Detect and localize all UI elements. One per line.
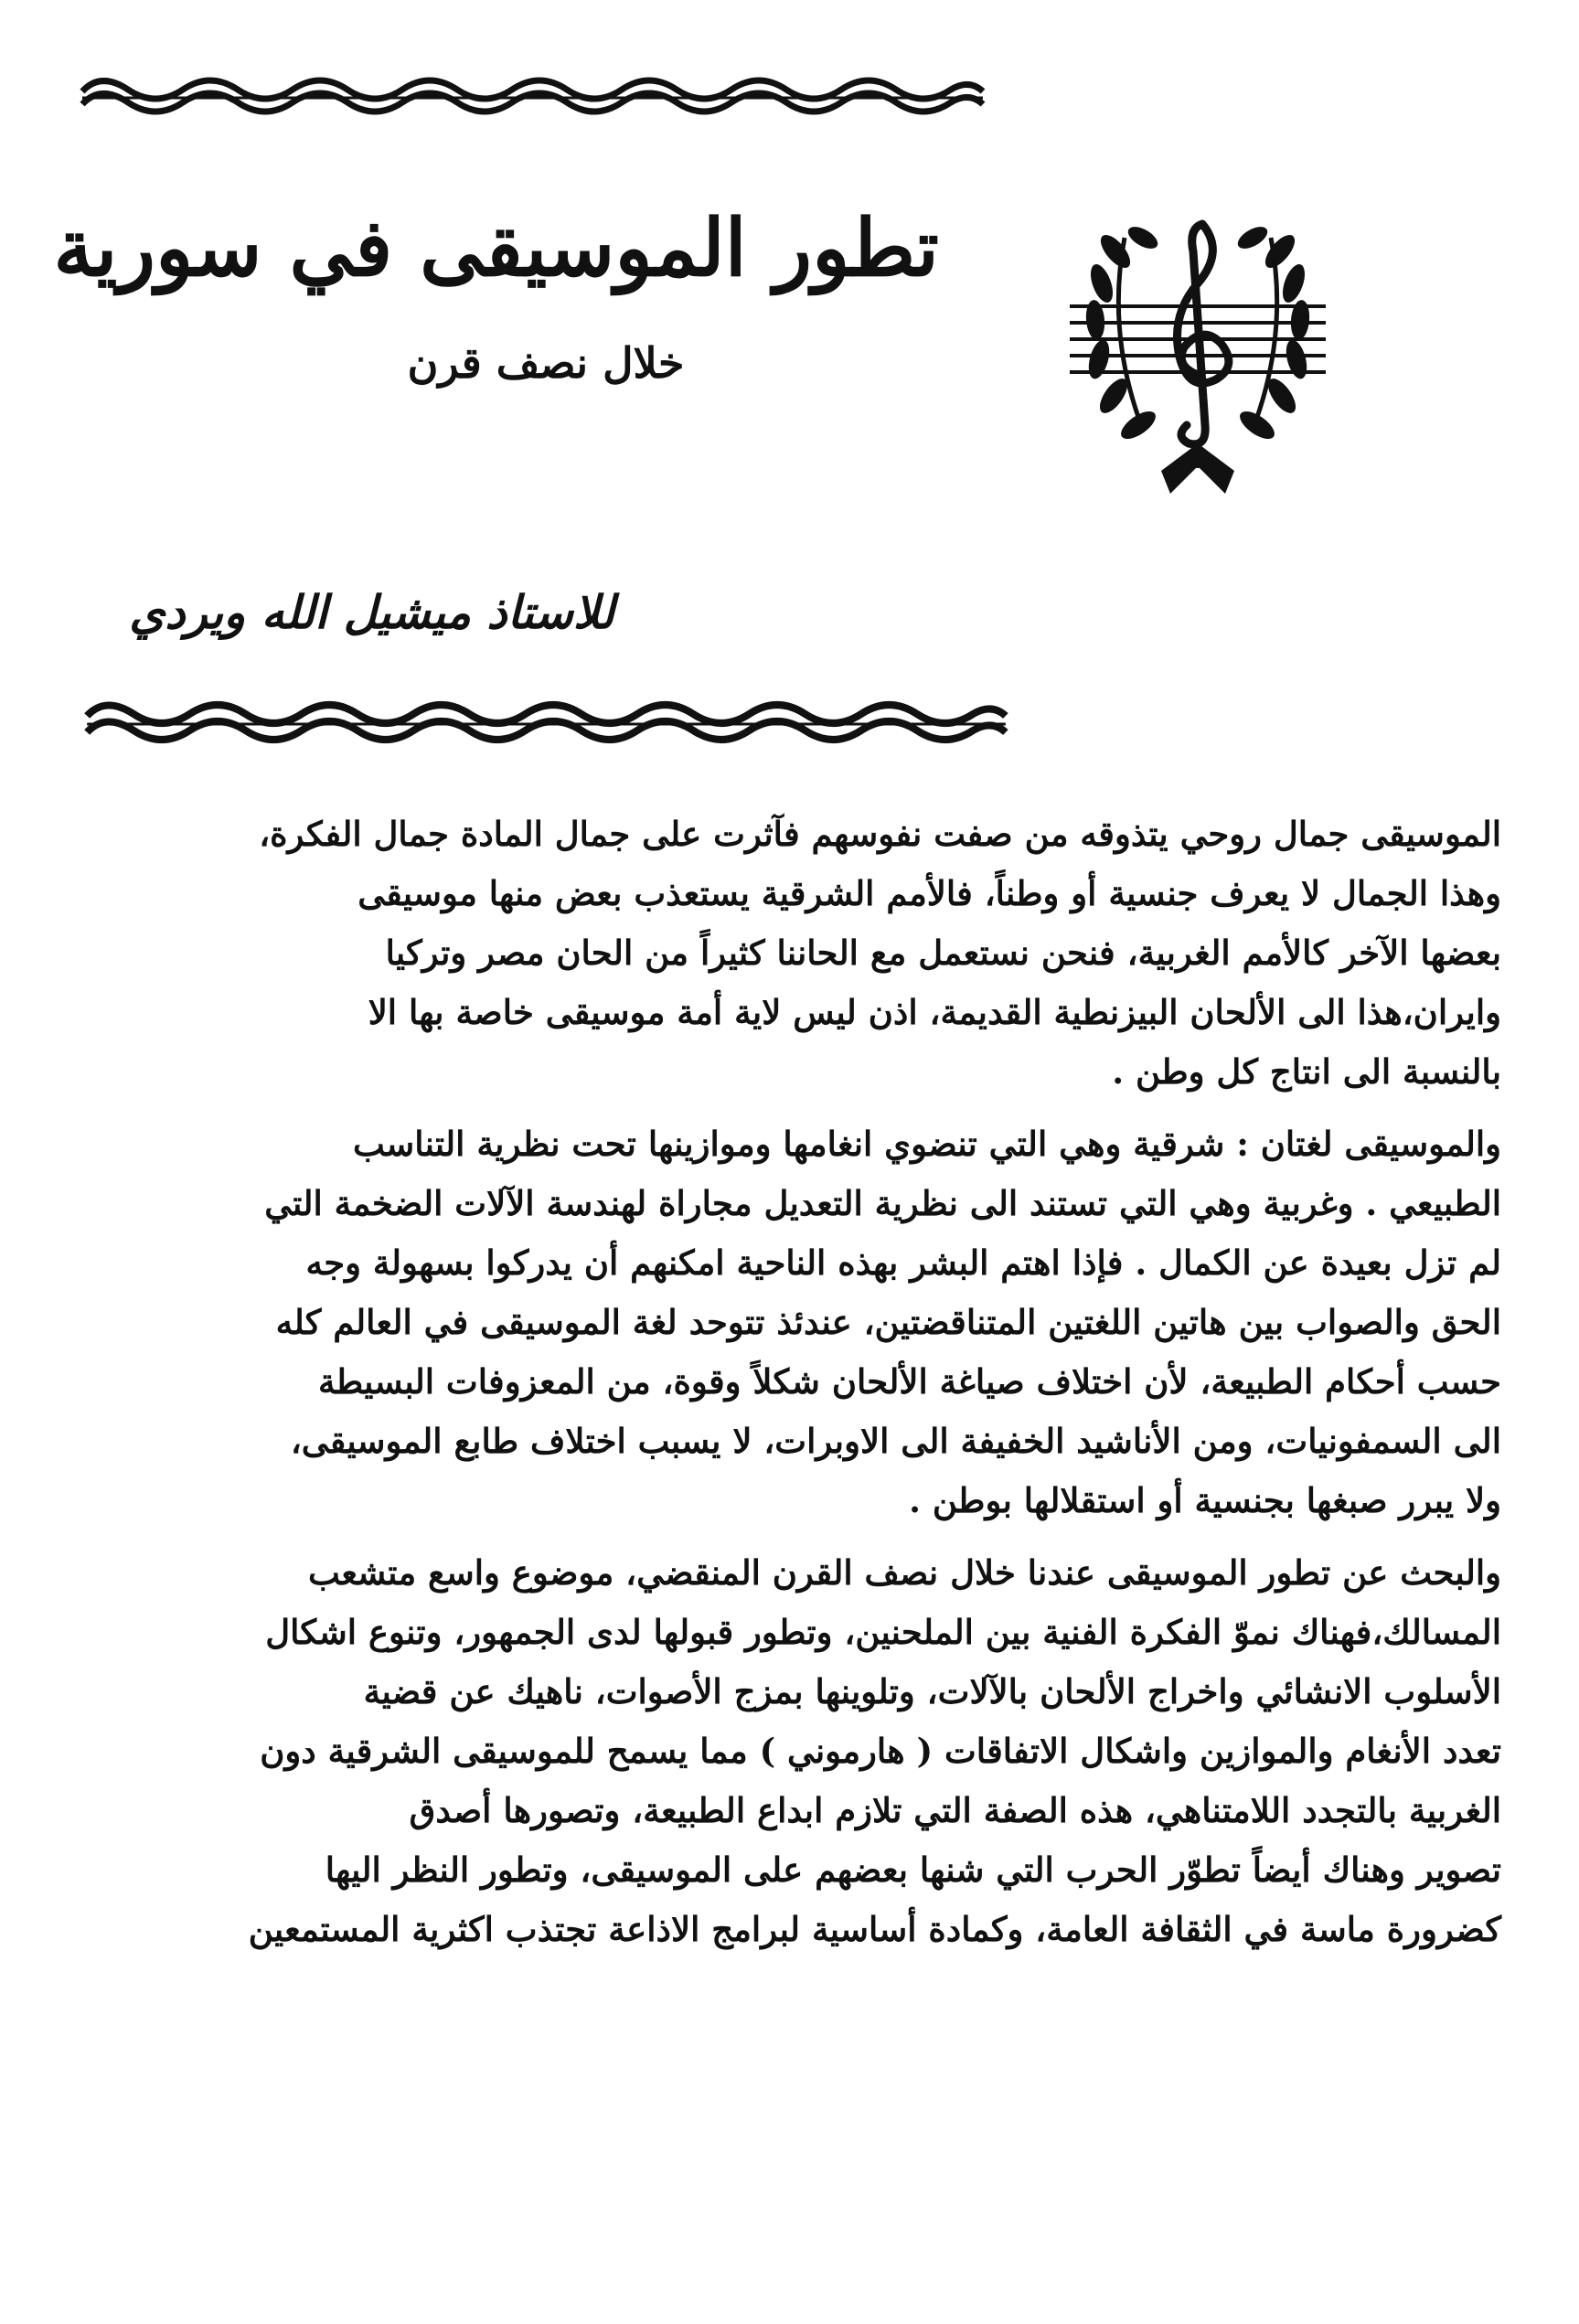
text-line: والبحث عن تطور الموسيقى عندنا خلال نصف القرن المنقضي، موضوع واسع متشعب	[307, 1552, 1501, 1593]
paragraph-3	[80, 1543, 1501, 1959]
text-line: الغربية بالتجدد اللامتناهي، هذه الصفة التي تلازم ابداع الطبيعة، وتصورها أصدق	[409, 1790, 1501, 1830]
text-line: الى السمفونيات، ومن الأناشيد الخفيفة الى الاوبرات، لا يسبب اختلاف طابع الموسيقى،	[290, 1421, 1501, 1461]
article-subtitle: خلال نصف قرن	[407, 338, 685, 388]
text-line: وهذا الجمال لا يعرف جنسية أو وطناً، فالأمم الشرقية يستعذب بعض منها موسيقى	[357, 873, 1501, 913]
paragraph-1	[80, 805, 1501, 1102]
paragraph-2	[80, 1114, 1501, 1530]
article-title: تطور الموسيقى في سورية	[53, 202, 939, 294]
music-wreath-emblem-icon	[1051, 197, 1344, 498]
text-line: ولا يبرر صبغها بجنسية أو استقلالها بوطن .	[909, 1480, 1501, 1520]
text-line: تعدد الأنغام والموازين واشكال الاتفاقات ( هارموني ) مما يسمح للموسيقى الشرقية دون	[260, 1731, 1501, 1771]
text-line: الحق والصواب بين هاتين اللغتين المتناقضتين، عندئذ تتوحد لغة الموسيقى في العالم كله	[275, 1302, 1501, 1342]
text-line: كضرورة ماسة في الثقافة العامة، وكمادة أساسية لبرامج الاذاعة تجتذب اكثرية المستمعين	[248, 1909, 1501, 1949]
article-body	[80, 805, 1501, 1959]
text-line: والموسيقى لغتان : شرقية وهي التي تنضوي انغامها وموازينها تحت نظرية التناسب	[352, 1124, 1501, 1164]
text-line: وايران،هذا الى الألحان البيزنطية القديمة، اذن ليس لاية أمة موسيقى خاصة بها الا	[368, 992, 1501, 1032]
text-line: بعضها الآخر كالأمم الغربية، فنحن نستعمل مع الحاننا كثيراً من الحان مصر وتركيا	[385, 933, 1501, 973]
text-line: لم تزل بعيدة عن الكمال . فإذا اهتم البشر بهذه الناحية امكنهم أن يدركوا بسهولة وجه	[305, 1242, 1501, 1283]
text-line: الموسيقى جمال روحي يتذوقه من صفت نفوسهم فآثرت على جمال المادة جمال الفكرة،	[259, 814, 1501, 854]
text-line: المسالك،فهناك نموّ الفكرة الفنية بين الملحنين، وتطور قبولها لدى الجمهور، وتنوع اشكال	[265, 1612, 1501, 1652]
text-line: بالنسبة الى انتاج كل وطن .	[1112, 1051, 1501, 1092]
text-line: الأسلوب الانشائي واخراج الألحان بالآلات، وتلوينها بمزج الأصوات، ناهيك عن قضية	[363, 1671, 1501, 1711]
author-byline: للاستاذ ميشيل الله ويردي	[129, 585, 614, 639]
rope-border-top-icon	[73, 64, 987, 128]
text-line: حسب أحكام الطبيعة، لأن اختلاف صياغة الألحان شكلاً وقوة، من المعزوفات البسيطة	[317, 1361, 1501, 1402]
text-line: تصوير وهناك أيضاً تطوّر الحرب التي شنها بعضهم على الموسيقى، وتطور النظر اليها	[325, 1850, 1501, 1890]
rope-border-bottom-icon	[78, 690, 1010, 754]
text-line: الطبيعي . وغربية وهي التي تستند الى نظرية التعديل مجاراة لهندسة الآلات الضخمة التي	[264, 1183, 1501, 1223]
